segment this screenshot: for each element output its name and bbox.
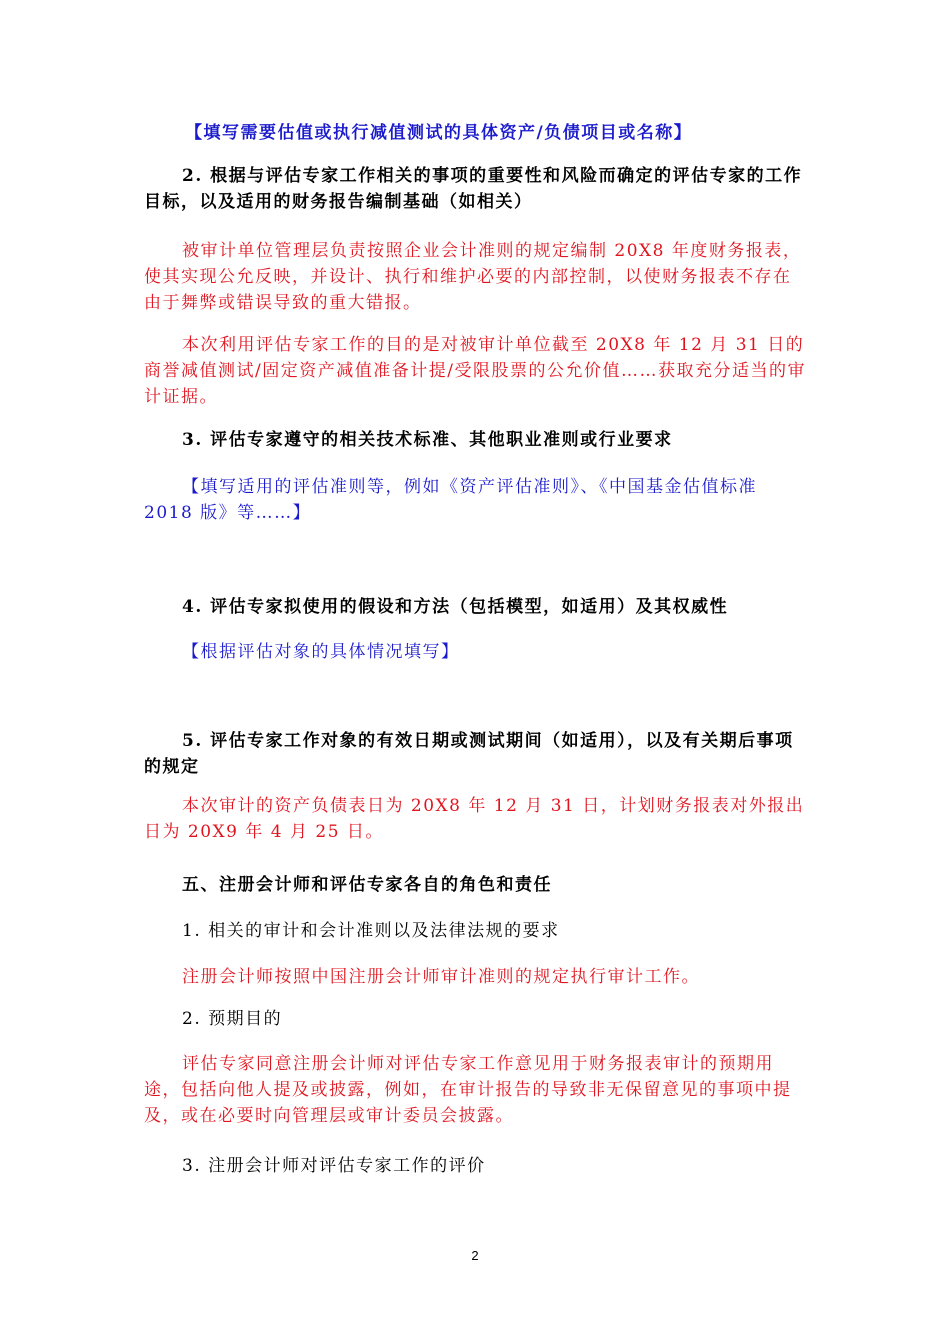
placeholder-assumptions: 【根据评估对象的具体情况填写】: [182, 642, 460, 662]
paragraph-purpose: 本次利用评估专家工作的目的是对被审计单位截至 20X8 年 12 月 31 日的商誉减值测试/固定资产减值准备计提/受限股票的公允价值……获取充分适当的审计证据。: [144, 335, 806, 407]
page-number: 2: [471, 1248, 479, 1263]
subheading-2: 2. 预期目的: [182, 1009, 283, 1029]
placeholder-standards: 【填写适用的评估准则等，例如《资产评估准则》、《中国基金估值标准 2018 版》等……】: [144, 477, 757, 523]
section-heading-5: 5. 评估专家工作对象的有效日期或测试期间（如适用），以及有关期后事项的规定: [144, 731, 794, 777]
subheading-3: 3. 注册会计师对评估专家工作的评价: [182, 1156, 486, 1176]
paragraph-intended-use: 评估专家同意注册会计师对评估专家工作意见用于财务报表审计的预期用途，包括向他人提及或披露，例如，在审计报告的导致非无保留意见的事项中提及，或在必要时向管理层或审计委员会披露。: [144, 1054, 792, 1126]
paragraph-audit-standards: 注册会计师按照中国注册会计师审计准则的规定执行审计工作。: [182, 967, 700, 987]
chapter-heading-roles: 五、注册会计师和评估专家各自的角色和责任: [182, 875, 552, 895]
section-heading-3: 3. 评估专家遵守的相关技术标准、其他职业准则或行业要求: [182, 430, 673, 450]
subheading-1: 1. 相关的审计和会计准则以及法律法规的要求: [182, 921, 560, 941]
section-heading-2: 2. 根据与评估专家工作相关的事项的重要性和风险而确定的评估专家的工作目标，以及适用的财务报告编制基础（如相关）: [144, 166, 803, 212]
placeholder-asset-name: 【填写需要估值或执行减值测试的具体资产/负债项目或名称】: [185, 123, 693, 143]
paragraph-management-responsibility: 被审计单位管理层负责按照企业会计准则的规定编制 20X8 年度财务报表，使其实现公允反映，并设计、执行和维护必要的内部控制，以使财务报表不存在由于舞弊或错误导致的重大错报。: [144, 241, 802, 313]
paragraph-balance-sheet-date: 本次审计的资产负债表日为 20X8 年 12 月 31 日，计划财务报表对外报出日为 20X9 年 4 月 25 日。: [144, 796, 805, 842]
section-heading-4: 4. 评估专家拟使用的假设和方法（包括模型，如适用）及其权威性: [182, 597, 729, 617]
